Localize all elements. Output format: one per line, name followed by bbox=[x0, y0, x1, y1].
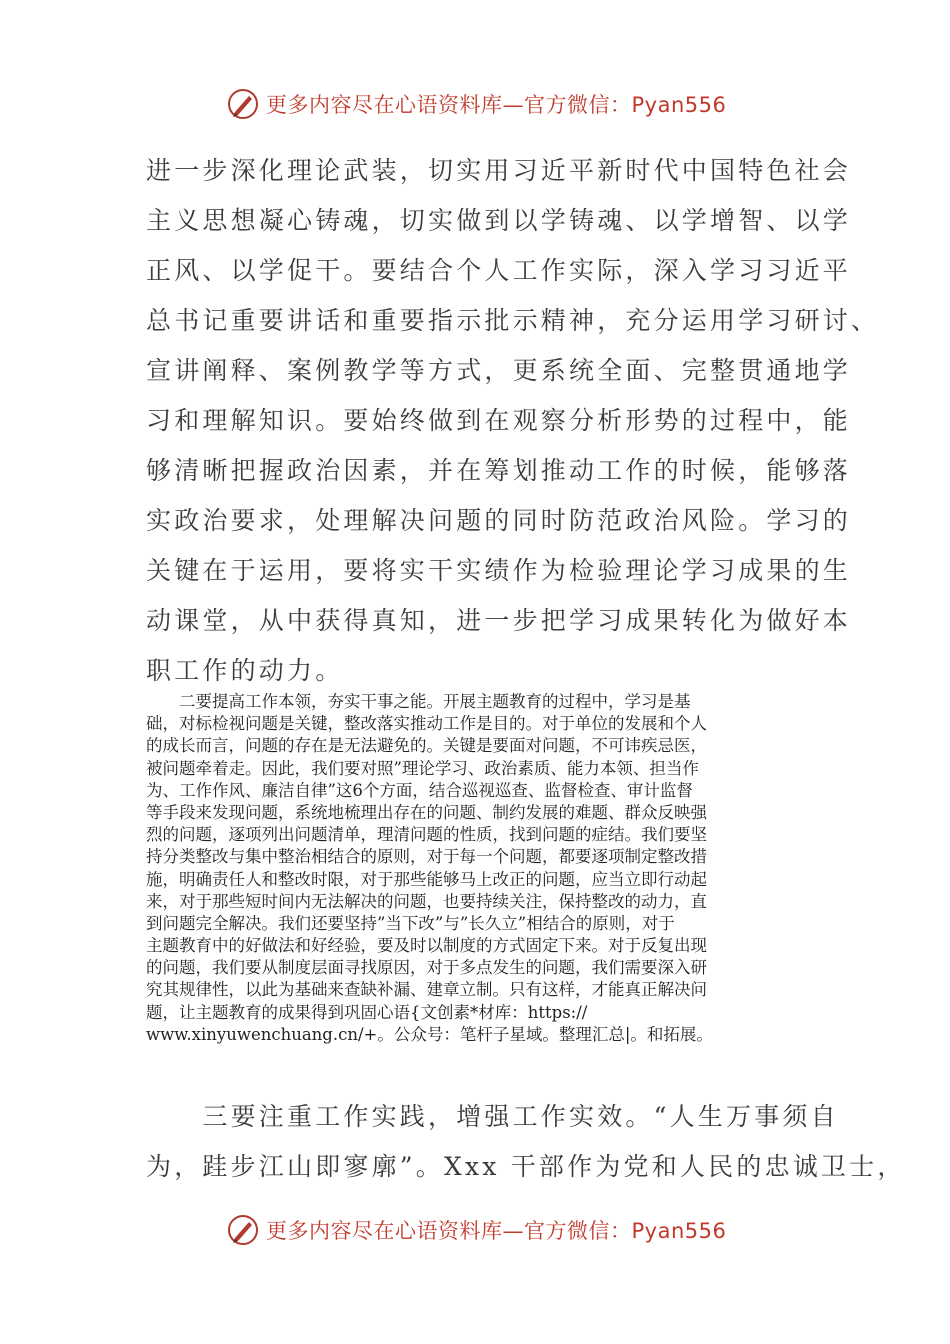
text-line: 实政治要求，处理解决问题的同时防范政治风险。学习的 bbox=[146, 506, 852, 535]
text-line: www.xinyuwenchuang.cn/+。公众号：笔杆子星域。整理汇总|。和拓展。 bbox=[146, 1024, 713, 1044]
text-line: 动课堂，从中获得真知，进一步把学习成果转化为做好本 bbox=[146, 606, 852, 635]
text-line: 的问题，我们要从制度层面寻找原因，对于多点发生的问题，我们需要深入研 bbox=[146, 958, 707, 978]
text-line: 来，对于那些短时间内无法解决的问题，也要持续关注，保持整改的动力，直 bbox=[146, 891, 707, 911]
text-line: 职工作的动力。 bbox=[146, 656, 344, 685]
header-banner bbox=[226, 84, 746, 124]
text-line: 的成长而言，问题的存在是无法避免的。关键是要面对问题，不可讳疾忌医， bbox=[146, 736, 707, 756]
text-line: 施，明确责任人和整改时限，对于那些能够马上改正的问题，应当立即行动起 bbox=[146, 869, 707, 889]
text-line: 关键在于运用，要将实干实绩作为检验理论学习成果的生 bbox=[146, 556, 852, 585]
text-line: 正风、以学促干。要结合个人工作实际，深入学习习近平 bbox=[146, 256, 852, 285]
paragraph-bottom bbox=[146, 1092, 906, 1192]
text-line: 主义思想凝心铸魂，切实做到以学铸魂、以学增智、以学 bbox=[146, 206, 852, 235]
text-line: 为、工作作风、廉洁自律”这6个方面，结合巡视巡查、监督检查、审计监督 bbox=[146, 780, 693, 800]
text-line: 础，对标检视问题是关键，整改落实推动工作是目的。对于单位的发展和个人 bbox=[146, 714, 707, 734]
text-line: 够清晰把握政治因素，并在筹划推动工作的时候，能够落 bbox=[146, 456, 852, 485]
text-line: 被问题牵着走。因此，我们要对照”理论学习、政治素质、能力本领、担当作 bbox=[146, 758, 699, 778]
paragraph-middle bbox=[146, 691, 826, 1046]
text-line: 题，让主题教育的成果得到巩固心语{文创素*材库：https:// bbox=[146, 1002, 588, 1022]
text-line: 宣讲阐释、案例教学等方式，更系统全面、完整贯通地学 bbox=[146, 356, 852, 385]
text-line: 持分类整改与集中整治相结合的原则，对于每一个问题，都要逐项制定整改措 bbox=[146, 847, 707, 867]
paragraph-top bbox=[146, 146, 880, 696]
text-line: 为，跬步江山即寥廓”。Xxx 干部作为党和人民的忠诚卫士， bbox=[146, 1152, 906, 1181]
text-line: 主题教育中的好做法和好经验，要及时以制度的方式固定下来。对于反复出现 bbox=[146, 936, 707, 956]
footer-banner-text: 更多内容尽在心语资料库—官方微信：Pyan556 bbox=[266, 1219, 727, 1243]
text-line: 等手段来发现问题，系统地梳理出存在的问题、制约发展的难题、群众反映强 bbox=[146, 802, 707, 822]
footer-banner bbox=[226, 1210, 746, 1250]
text-line: 烈的问题，逐项列出问题清单，理清问题的性质，找到问题的症结。我们要坚 bbox=[146, 825, 707, 845]
pen-logo-icon bbox=[226, 87, 260, 121]
text-line: 习和理解知识。要始终做到在观察分析形势的过程中，能 bbox=[146, 406, 852, 435]
text-line: 进一步深化理论武装，切实用习近平新时代中国特色社会 bbox=[146, 156, 852, 185]
pen-logo-icon bbox=[226, 1213, 260, 1247]
header-banner-text: 更多内容尽在心语资料库—官方微信：Pyan556 bbox=[266, 93, 727, 117]
text-line: 三要注重工作实践，增强工作实效。“人生万事须自 bbox=[146, 1102, 839, 1131]
text-line: 究其规律性，以此为基础来查缺补漏、建章立制。只有这样，才能真正解决问 bbox=[146, 980, 707, 1000]
text-line: 总书记重要讲话和重要指示批示精神，充分运用学习研讨、 bbox=[146, 306, 880, 335]
text-line: 二要提高工作本领，夯实干事之能。开展主题教育的过程中，学习是基 bbox=[146, 692, 691, 711]
text-line: 到问题完全解决。我们还要坚持”当下改”与”长久立”相结合的原则，对于 bbox=[146, 913, 675, 933]
